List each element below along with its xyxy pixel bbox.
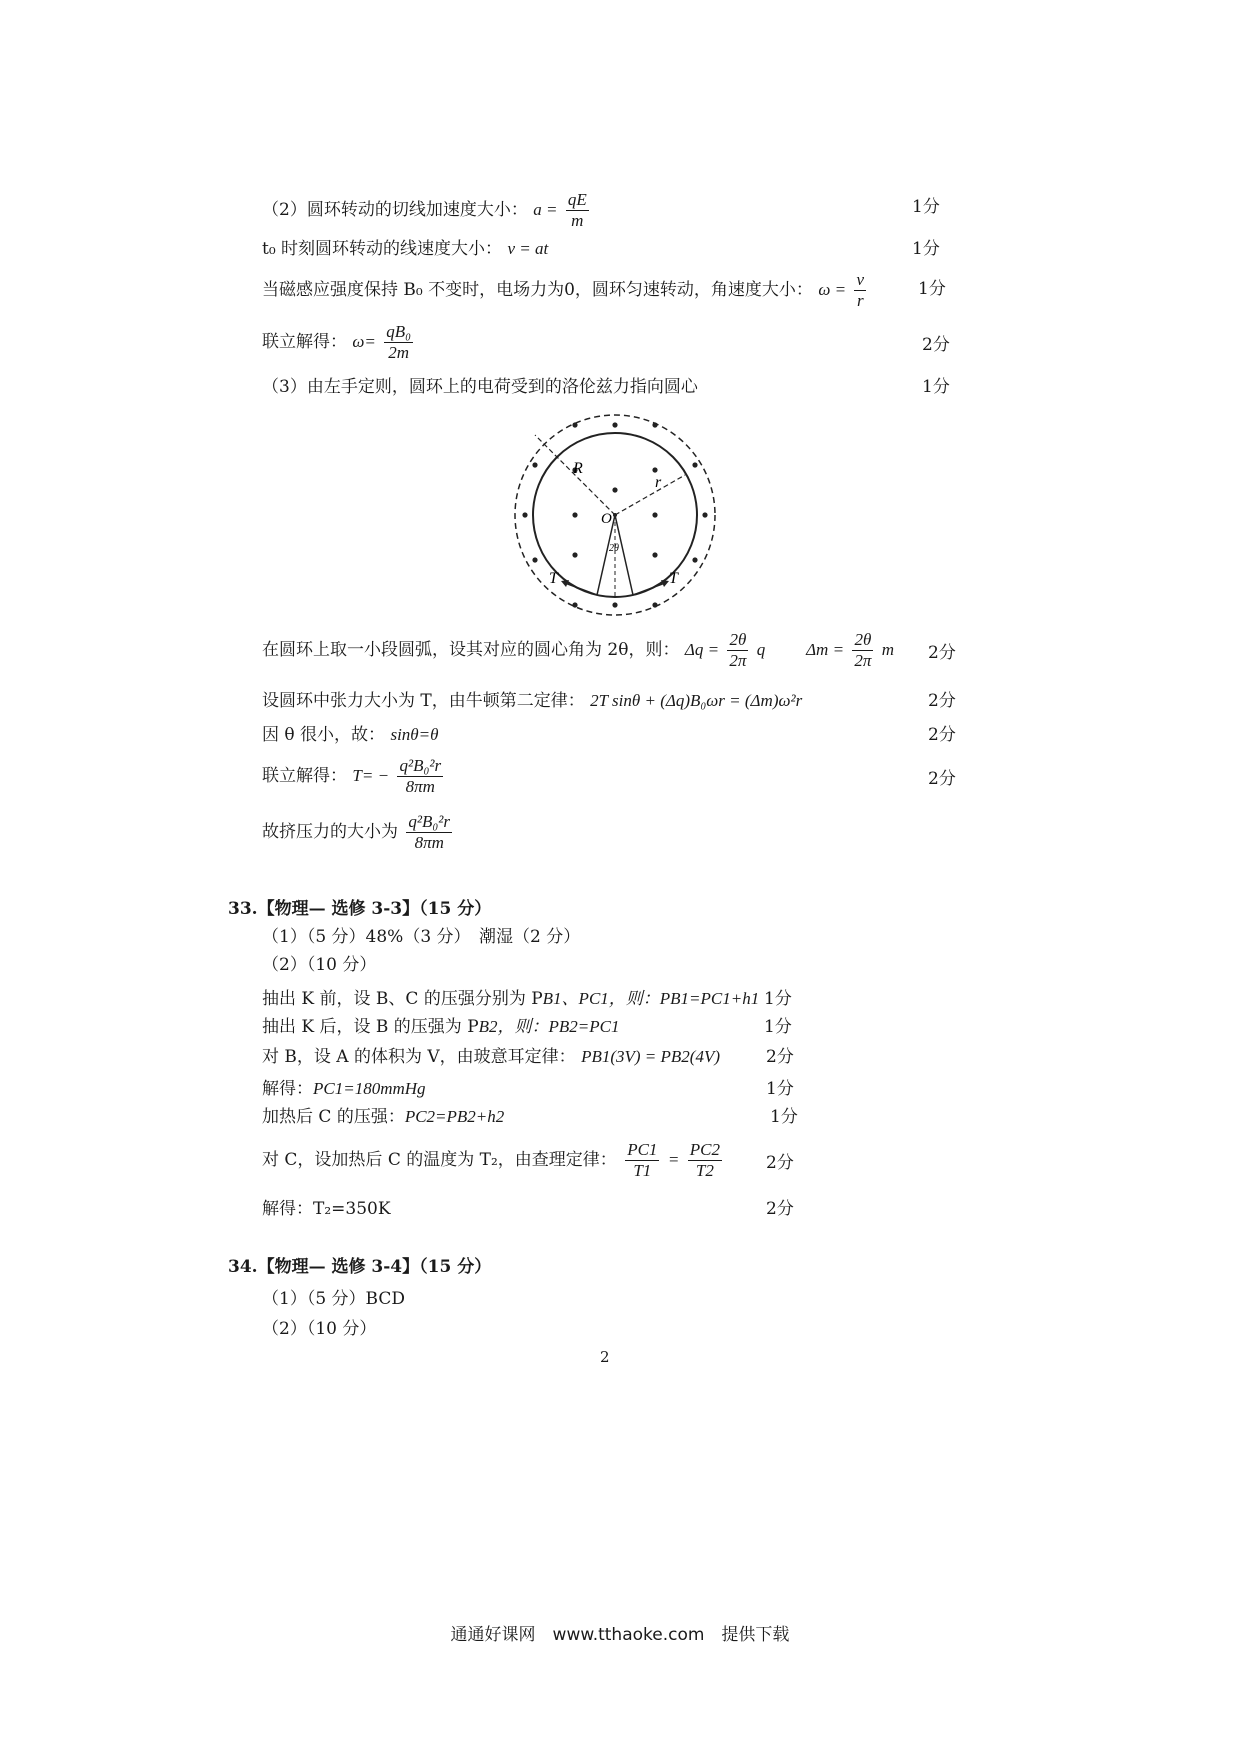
label-R: R: [573, 460, 583, 477]
s3-line-5-text: 联立解得：: [262, 766, 347, 786]
s2-line-1-fraction: [566, 190, 589, 231]
q33-line-2: （2）（10 分）: [262, 955, 377, 975]
field-dot: [652, 422, 657, 427]
q33-row-1-formula: B2，则：PB2=PC1: [478, 1017, 620, 1036]
q33-row-1-points: 1分: [764, 1017, 792, 1037]
q33-row-2-text: 对 B，设 A 的体积为 V，由玻意耳定律：: [262, 1047, 576, 1067]
field-dot: [612, 602, 617, 607]
q33-line-9-points: 2分: [766, 1199, 794, 1219]
s2-line-1-points: 1分: [912, 197, 940, 217]
field-dot: [572, 512, 577, 517]
s3-line-2-dq-den: 2π: [729, 651, 747, 670]
radius-right-segment: [615, 515, 633, 595]
s2-line-4-text: 联立解得：: [262, 332, 347, 352]
q33-line-9: 解得：T₂=350K: [262, 1199, 391, 1219]
s3-line-3-text: 设圆环中张力大小为 T，由牛顿第二定律：: [262, 691, 585, 711]
s3-line-5-num: q²B₀²r: [399, 756, 442, 775]
s2-line-3-num: v: [856, 270, 865, 289]
q34-line-1: （1）（5 分）BCD: [262, 1289, 405, 1309]
q33-line-8-points: 2分: [766, 1153, 794, 1173]
page-number: 2: [600, 1348, 610, 1366]
q33-line-8: [262, 1140, 725, 1181]
q33-line-8-fraction-1: [625, 1140, 659, 1181]
radius-r-line: [615, 475, 685, 515]
s2-line-2: [262, 238, 548, 260]
s3-line-6-fraction: [406, 812, 452, 853]
s3-line-6: [262, 812, 455, 853]
s2-line-1: [262, 190, 592, 231]
s2-line-3-lhs: ω =: [818, 280, 847, 299]
tension-arrow-left: [565, 583, 597, 595]
q33-line-8-fraction-2: [688, 1140, 722, 1181]
label-theta: 2θ: [609, 543, 619, 554]
radius-left-segment: [597, 515, 615, 595]
s3-line-4-points: 2分: [928, 725, 956, 745]
s3-line-2-dm-num: 2θ: [854, 630, 872, 649]
q33-title: 33.【物理— 选修 3-3】（15 分）: [228, 899, 492, 919]
q33-row-1: [262, 1016, 620, 1038]
s2-line-3-points: 1分: [918, 279, 946, 299]
field-dot: [652, 602, 657, 607]
s2-line-3-fraction: [854, 270, 866, 311]
s3-line-3-formula: 2T sinθ + (Δq)B₀ωr = (Δm)ω²r: [590, 691, 803, 710]
field-dot: [652, 467, 657, 472]
s2-line-4-den: 2m: [388, 343, 410, 362]
field-dot: [702, 512, 707, 517]
s3-line-2-text: 在圆环上取一小段圆弧，设其对应的圆心角为 2θ，则：: [262, 640, 680, 660]
s3-line-5-points: 2分: [928, 769, 956, 789]
magnetic-ring-diagram: [505, 405, 725, 625]
tension-arrow-right: [633, 583, 665, 595]
q33-row-3-formula: PC1=180mmHg: [313, 1079, 426, 1098]
s3-line-4: [262, 724, 438, 746]
q34-line-2: （2）（10 分）: [262, 1319, 377, 1339]
label-O: O: [601, 511, 612, 527]
s2-line-4-fraction: [384, 322, 413, 363]
q33-row-0: [262, 988, 759, 1010]
s2-line-2-text: t₀ 时刻圆环转动的线速度大小：: [262, 239, 503, 259]
field-dot: [532, 462, 537, 467]
field-dot: [652, 552, 657, 557]
field-dot: [692, 557, 697, 562]
s3-line-4-formula: sinθ=θ: [390, 725, 439, 744]
field-dot: [612, 487, 617, 492]
s3-line-2-dq-num: 2θ: [729, 630, 747, 649]
s3-line-6-text: 故挤压力的大小为: [262, 822, 398, 842]
s3-line-6-den: 8πm: [414, 833, 444, 852]
s3-line-5-fraction: [397, 756, 443, 797]
s3-line-3-points: 2分: [928, 691, 956, 711]
s2-line-3-text: 当磁感应强度保持 B₀ 不变时，电场力为0，圆环匀速转动，角速度大小：: [262, 280, 813, 300]
equals-sign: =: [667, 1150, 680, 1169]
q33-line-8-den-2: T2: [695, 1161, 714, 1180]
field-dot: [572, 422, 577, 427]
s2-line-4-lhs: ω=: [352, 332, 376, 351]
q33-row-0-points: 1分: [764, 989, 792, 1009]
q33-line-8-text: 对 C，设加热后 C 的温度为 T₂，由查理定律：: [262, 1150, 617, 1170]
q33-line-1: （1）（5 分）48%（3 分） 潮湿（2 分）: [262, 927, 581, 947]
q34-title: 34.【物理— 选修 3-4】（15 分）: [228, 1257, 492, 1277]
s3-line-2-dq-rhs: q: [756, 640, 766, 659]
q33-row-3-text: 解得：: [262, 1079, 313, 1099]
s2-line-3-den: r: [856, 291, 864, 310]
field-dot: [572, 552, 577, 557]
s3-line-5: [262, 756, 446, 797]
s3-line-3: [262, 690, 802, 712]
q33-row-3: [262, 1078, 426, 1100]
field-dot: [612, 422, 617, 427]
label-T-right: T: [669, 570, 678, 587]
s2-line-4-num: qB₀: [386, 322, 412, 341]
label-T-left: T: [549, 570, 558, 587]
s3-line-2-dm-rhs: m: [881, 640, 894, 659]
s2-line-4-points: 2分: [922, 335, 950, 355]
center-point: [613, 513, 617, 517]
s2-line-2-formula: v = at: [507, 239, 549, 258]
field-dot: [522, 512, 527, 517]
field-dot: [692, 462, 697, 467]
s2-line-2-points: 1分: [912, 239, 940, 259]
q33-row-4: [262, 1106, 504, 1128]
q33-row-2-points: 2分: [766, 1047, 794, 1067]
q33-line-8-den-1: T1: [633, 1161, 652, 1180]
label-r: r: [655, 474, 662, 491]
s3-line-2-dq-fraction: [727, 630, 748, 671]
s3-line-6-num: q²B₀²r: [408, 812, 451, 831]
s3-line-5-lhs: T= −: [352, 766, 390, 785]
s3-line-4-text: 因 θ 很小，故：: [262, 725, 386, 745]
s3-line-5-den: 8πm: [405, 777, 435, 796]
q33-row-4-text: 加热后 C 的压强：: [262, 1107, 405, 1127]
s3-line-2-dm-den: 2π: [854, 651, 872, 670]
s3-line-2-dm-fraction: [852, 630, 873, 671]
q33-row-0-text: 抽出 K 前，设 B、C 的压强分别为 P: [262, 989, 543, 1009]
q33-row-0-formula: B1、PC1，则：PB1=PC1+h1: [542, 989, 760, 1008]
s3-line-2-dm-lhs: Δm =: [806, 640, 845, 659]
s2-line-1-den: m: [571, 211, 584, 230]
q33-line-8-num-1: PC1: [627, 1140, 658, 1159]
s2-line-1-num: qE: [567, 190, 587, 209]
field-dot: [572, 602, 577, 607]
q33-line-8-num-2: PC2: [689, 1140, 720, 1159]
s3-line-2-points: 2分: [928, 643, 956, 663]
s3-line-2-dq-lhs: Δq =: [684, 640, 720, 659]
field-dot: [652, 512, 657, 517]
field-dot: [532, 557, 537, 562]
s2-line-3: [262, 270, 869, 311]
q33-row-2: [262, 1046, 720, 1068]
q33-row-2-formula: PB1(3V) = PB2(4V): [581, 1047, 720, 1066]
s2-line-4: [262, 322, 416, 363]
q33-row-1-text: 抽出 K 后，设 B 的压强为 P: [262, 1017, 479, 1037]
s3-line-1: （3）由左手定则，圆环上的电荷受到的洛伦兹力指向圆心: [262, 377, 698, 397]
s3-line-2: [262, 630, 894, 671]
footer-download-note: 通通好课网 www.tthaoke.com 提供下载: [450, 1625, 790, 1645]
q33-row-4-points: 1分: [770, 1107, 798, 1127]
s3-line-1-points: 1分: [922, 377, 950, 397]
s2-line-1-lhs: a =: [533, 200, 558, 219]
s2-line-1-text: （2）圆环转动的切线加速度大小：: [262, 200, 528, 220]
q33-row-3-points: 1分: [766, 1079, 794, 1099]
q33-row-4-formula: PC2=PB2+h2: [404, 1107, 505, 1126]
